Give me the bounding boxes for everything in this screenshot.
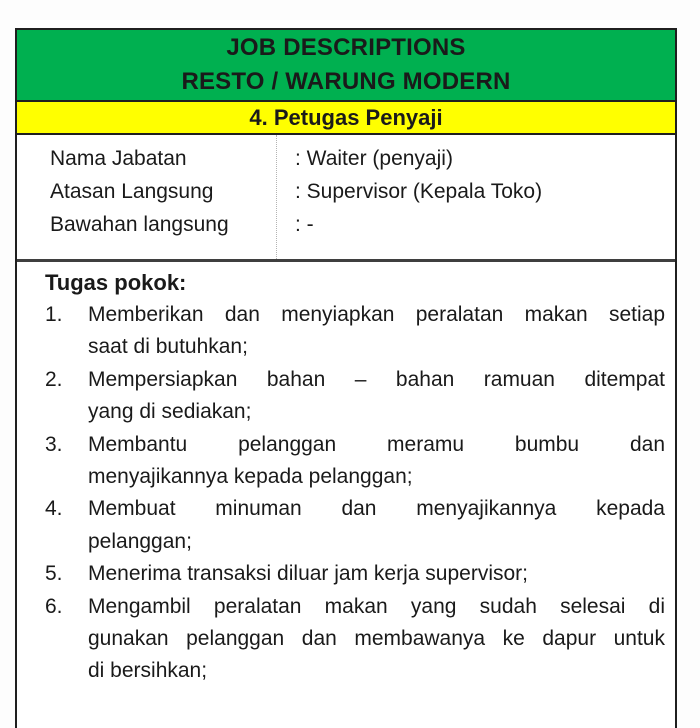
task-item [45, 558, 665, 590]
document-header [17, 30, 675, 102]
tasks-heading: Tugas pokok: [45, 270, 187, 295]
title-line-1: JOB DESCRIPTIONS [226, 34, 466, 61]
task-item [45, 429, 665, 494]
info-label-nama-jabatan: Nama Jabatan [50, 147, 187, 170]
task-line: pelanggan; [88, 529, 192, 553]
task-number: 4. [45, 497, 63, 521]
task-line: Membantu pelanggan meramu bumbu dan [88, 432, 665, 456]
task-line: yang di sediakan; [88, 400, 252, 424]
info-labels-column [17, 135, 277, 259]
info-values-column [277, 135, 675, 259]
task-number: 6. [45, 594, 63, 618]
task-number: 2. [45, 367, 63, 391]
task-line: menyajikannya kepada pelanggan; [88, 465, 413, 489]
task-item [45, 364, 665, 429]
section-title: 4. Petugas Penyaji [249, 104, 443, 130]
task-text [88, 429, 665, 494]
task-line: Membuat minuman dan menyajikannya kepada [88, 497, 665, 521]
task-text [88, 493, 665, 558]
task-item [45, 591, 665, 688]
task-line: Menerima transaksi diluar jam kerja supervisor; [88, 562, 528, 586]
info-label-atasan-langsung: Atasan Langsung [50, 180, 214, 203]
info-label-bawahan-langsung: Bawahan langsung [50, 213, 229, 236]
tasks-list [45, 299, 665, 688]
task-number: 3. [45, 432, 63, 456]
task-item [45, 493, 665, 558]
task-text [88, 558, 665, 590]
info-table [17, 135, 675, 262]
task-line: di bersihkan; [88, 659, 208, 683]
task-line: Mengambil peralatan makan yang sudah selesai di [88, 594, 665, 618]
task-text [88, 591, 665, 688]
title-line-2: RESTO / WARUNG MODERN [181, 68, 511, 95]
info-value-atasan-langsung: : Supervisor (Kepala Toko) [295, 180, 543, 203]
info-value-bawahan-langsung: : - [295, 213, 314, 236]
task-number: 1. [45, 303, 63, 326]
task-item [45, 299, 665, 364]
task-number: 5. [45, 562, 63, 586]
task-text [88, 364, 665, 429]
tasks-section [17, 262, 675, 688]
task-line: gunakan pelanggan dan membawanya ke dapur untuk [88, 627, 665, 651]
task-line: Mempersiapkan bahan – bahan ramuan ditempat [88, 367, 665, 391]
job-description-document [15, 28, 677, 728]
task-line: Memberikan dan menyiapkan peralatan makan setiap [88, 303, 665, 326]
info-value-nama-jabatan: : Waiter (penyaji) [295, 147, 453, 170]
section-band [17, 102, 675, 135]
task-text [88, 299, 665, 364]
task-line: saat di butuhkan; [88, 335, 248, 359]
